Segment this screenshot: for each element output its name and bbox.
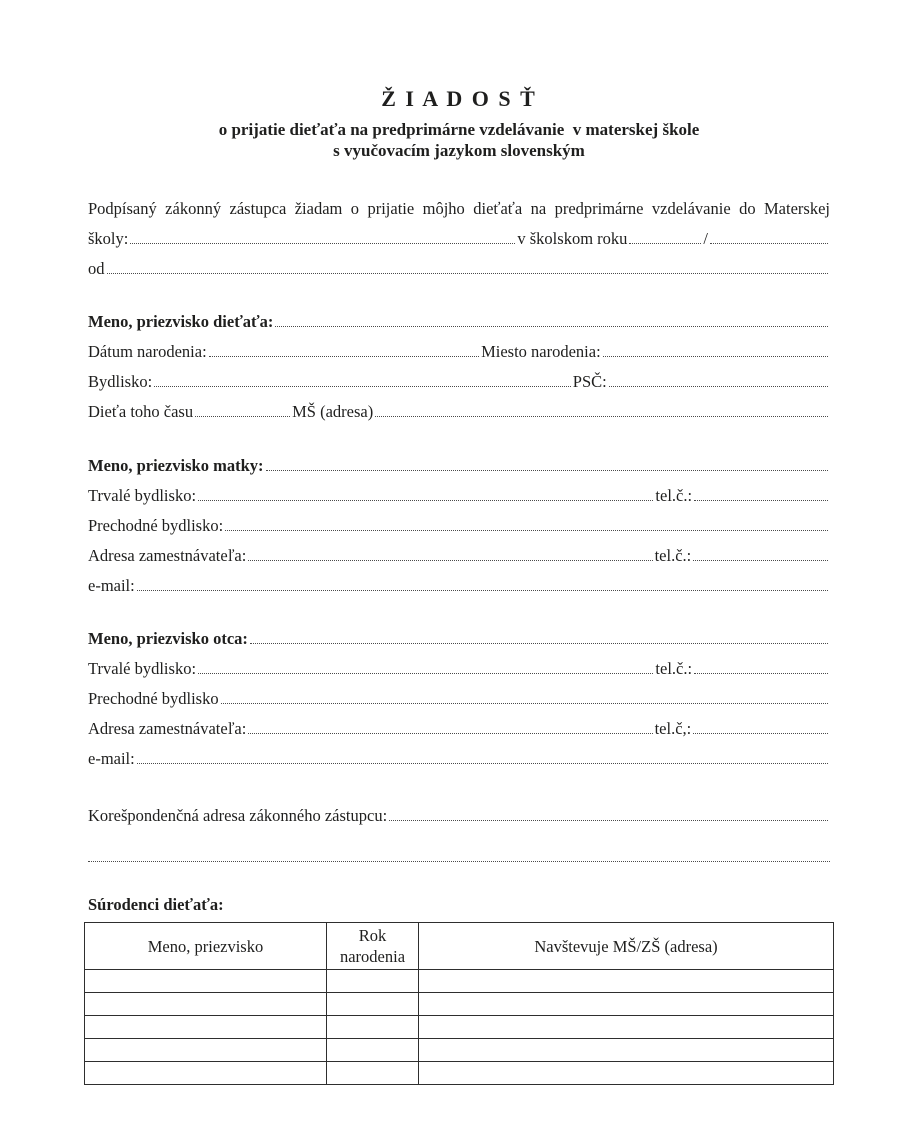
child-residence-blank[interactable] — [154, 386, 571, 387]
child-currently-label: Dieťa toho času — [88, 402, 194, 421]
father-email-blank[interactable] — [137, 763, 828, 764]
sibling-cell[interactable] — [419, 993, 834, 1016]
mother-employer-address-label: Adresa zamestnávateľa: — [88, 546, 247, 565]
father-temporary-residence-blank[interactable] — [221, 703, 828, 704]
mother-section — [88, 451, 830, 601]
mother-permanent-residence-blank[interactable] — [198, 500, 653, 501]
correspondence-section — [88, 801, 830, 862]
sibling-cell[interactable] — [419, 1039, 834, 1062]
sibling-cell[interactable] — [85, 1016, 327, 1039]
child-currently-blank[interactable] — [195, 416, 290, 417]
father-name-label: Meno, priezvisko otca: — [88, 629, 248, 648]
school-name-blank[interactable] — [130, 243, 515, 244]
child-kindergarten-blank[interactable] — [375, 416, 828, 417]
sibling-cell[interactable] — [327, 1039, 419, 1062]
mother-employer-address-blank[interactable] — [248, 560, 652, 561]
siblings-col-school: Navštevuje MŠ/ZŠ (adresa) — [419, 923, 834, 970]
mother-phone-label: tel.č.: — [655, 486, 693, 505]
mother-name-blank[interactable] — [266, 470, 828, 471]
father-permanent-residence-label: Trvalé bydlisko: — [88, 659, 197, 678]
mother-phone-blank[interactable] — [694, 500, 828, 501]
child-residence-row — [88, 367, 830, 397]
siblings-col-name: Meno, priezvisko — [85, 923, 327, 970]
start-date-blank[interactable] — [107, 273, 829, 274]
siblings-table — [84, 922, 834, 1085]
sibling-cell[interactable] — [419, 1062, 834, 1085]
school-year-separator: / — [703, 229, 708, 248]
father-temporary-residence-row — [88, 684, 830, 714]
correspondence-row — [88, 801, 830, 831]
mother-email-label: e-mail: — [88, 576, 135, 595]
school-year-label: v školskom roku — [517, 229, 628, 248]
father-employer-address-blank[interactable] — [248, 733, 652, 734]
child-postal-code-label: PSČ: — [572, 372, 607, 391]
school-label: školy: — [88, 229, 129, 248]
child-birth-date-label: Dátum narodenia: — [88, 342, 207, 361]
siblings-heading: Súrodenci dieťaťa: — [88, 895, 224, 914]
mother-permanent-residence-row — [88, 481, 830, 511]
father-permanent-residence-blank[interactable] — [198, 673, 653, 674]
mother-name-row — [88, 451, 830, 481]
correspondence-address-blank[interactable] — [389, 820, 828, 821]
child-current-kindergarten-row — [88, 397, 830, 427]
child-section — [88, 307, 830, 427]
father-phone-label: tel.č.: — [655, 659, 693, 678]
father-employer-phone-blank[interactable] — [693, 733, 828, 734]
mother-permanent-residence-label: Trvalé bydlisko: — [88, 486, 197, 505]
form-subtitle-line2: s vyučovacím jazykom slovenským — [333, 141, 585, 160]
father-phone-blank[interactable] — [694, 673, 828, 674]
father-employer-address-label: Adresa zamestnávateľa: — [88, 719, 247, 738]
sibling-row — [85, 1016, 834, 1039]
correspondence-address-label: Korešpondenčná adresa zákonného zástupcu: — [88, 806, 388, 825]
siblings-col-birth-year: Rok narodenia — [327, 923, 419, 970]
sibling-cell[interactable] — [419, 970, 834, 993]
father-permanent-residence-row — [88, 654, 830, 684]
sibling-cell[interactable] — [85, 970, 327, 993]
sibling-row — [85, 970, 834, 993]
father-temporary-residence-label: Prechodné bydlisko — [88, 689, 219, 708]
mother-name-label: Meno, priezvisko matky: — [88, 456, 264, 475]
mother-employer-phone-blank[interactable] — [693, 560, 828, 561]
sibling-row — [85, 1039, 834, 1062]
form-header — [88, 0, 830, 161]
form-title: Ž I A D O S Ť — [381, 86, 537, 111]
child-birth-place-blank[interactable] — [603, 356, 828, 357]
sibling-row — [85, 993, 834, 1016]
sibling-cell[interactable] — [327, 1016, 419, 1039]
father-name-row — [88, 624, 830, 654]
child-birth-row — [88, 337, 830, 367]
father-name-blank[interactable] — [250, 643, 828, 644]
mother-email-row — [88, 571, 830, 601]
from-label: od — [88, 259, 105, 278]
sibling-cell[interactable] — [327, 970, 419, 993]
siblings-table-body — [85, 970, 834, 1085]
child-name-label: Meno, priezvisko dieťaťa: — [88, 312, 274, 331]
mother-temporary-residence-row — [88, 511, 830, 541]
sibling-cell[interactable] — [85, 993, 327, 1016]
child-birth-date-blank[interactable] — [209, 356, 479, 357]
mother-temporary-residence-label: Prechodné bydlisko: — [88, 516, 224, 535]
father-email-label: e-mail: — [88, 749, 135, 768]
school-year-start-blank[interactable] — [629, 243, 701, 244]
intro-from-row — [88, 254, 830, 284]
child-residence-label: Bydlisko: — [88, 372, 153, 391]
intro-line1: Podpísaný zákonný zástupca žiadam o prijatie môjho dieťaťa na predprimárne vzdelávanie do Materskej — [88, 199, 830, 218]
sibling-cell[interactable] — [419, 1016, 834, 1039]
father-section — [88, 624, 830, 774]
mother-employer-phone-label: tel.č.: — [654, 546, 692, 565]
form-subtitle-line1: o prijatie dieťaťa na predprimárne vzdelávanie v materskej škole — [218, 120, 700, 139]
correspondence-address-blank-line2[interactable] — [88, 837, 830, 862]
child-kindergarten-label: MŠ (adresa) — [292, 402, 374, 421]
father-email-row — [88, 744, 830, 774]
child-name-blank[interactable] — [275, 326, 828, 327]
intro-school-row — [88, 224, 830, 254]
father-employer-row — [88, 714, 830, 744]
sibling-cell[interactable] — [85, 1039, 327, 1062]
sibling-cell[interactable] — [85, 1062, 327, 1085]
school-year-end-blank[interactable] — [710, 243, 828, 244]
child-name-row — [88, 307, 830, 337]
siblings-header-row — [85, 923, 834, 970]
intro-section — [88, 194, 830, 284]
form-content — [88, 0, 830, 1085]
child-postal-code-blank[interactable] — [609, 386, 828, 387]
sibling-row — [85, 1062, 834, 1085]
father-employer-phone-label: tel.č,: — [654, 719, 692, 738]
sibling-cell[interactable] — [327, 1062, 419, 1085]
mother-email-blank[interactable] — [137, 590, 828, 591]
sibling-cell[interactable] — [327, 993, 419, 1016]
mother-employer-row — [88, 541, 830, 571]
child-birth-place-label: Miesto narodenia: — [481, 342, 601, 361]
mother-temporary-residence-blank[interactable] — [225, 530, 828, 531]
siblings-section — [88, 892, 830, 1085]
